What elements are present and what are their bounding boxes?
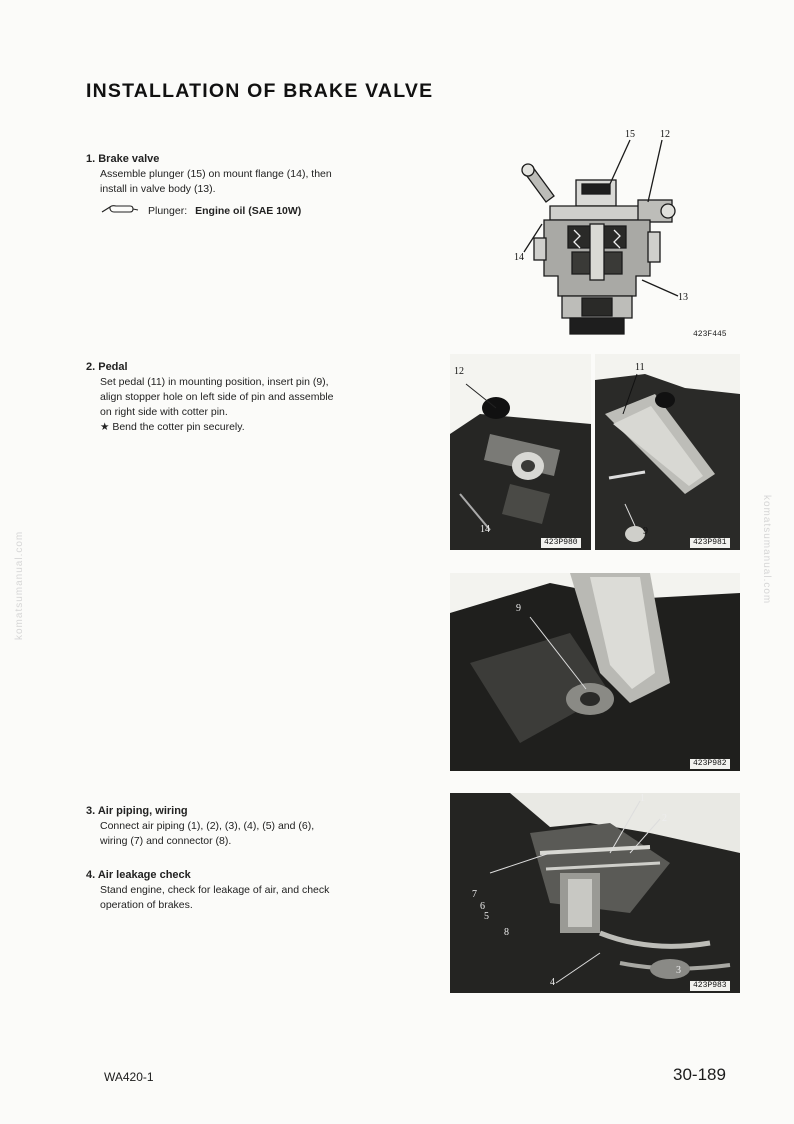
step-line: operation of brakes. [100, 899, 193, 911]
photo-air-piping [450, 793, 740, 993]
callout-5: 5 [484, 911, 489, 922]
watermark-right: komatsumanual.com [761, 495, 772, 605]
figure-code: 423F445 [693, 330, 727, 339]
lube-label: Plunger: [148, 205, 188, 217]
lubrication-note [86, 203, 416, 220]
step-pedal [86, 360, 416, 435]
callout-4: 4 [550, 977, 555, 988]
step-line: wiring (7) and connector (8). [100, 835, 232, 847]
watermark-left: komatsumanual.com [14, 530, 25, 640]
photo-pedal-right [595, 354, 740, 550]
figure-code: 423P981 [690, 538, 730, 548]
figure-code: 423P983 [690, 981, 730, 991]
callout-8: 8 [504, 927, 509, 938]
model-code: WA420-1 [104, 1070, 154, 1084]
page-number: 30-189 [673, 1065, 726, 1084]
oil-can-icon [100, 203, 140, 220]
callout-12: 12 [660, 129, 670, 140]
step-line: install in valve body (13). [100, 183, 216, 195]
step-note: ★ Bend the cotter pin securely. [100, 421, 245, 433]
lube-value: Engine oil (SAE 10W) [195, 205, 302, 217]
figure-code: 423P982 [690, 759, 730, 769]
step-line: Set pedal (11) in mounting position, insert pin (9), [100, 376, 329, 388]
step-line: Connect air piping (1), (2), (3), (4), (5) and (6), [100, 820, 315, 832]
photo-pin-assembly [450, 573, 740, 771]
photo-pedal-left [450, 354, 591, 550]
callout-14: 14 [480, 524, 490, 535]
callout-3: 3 [676, 965, 681, 976]
step-line: Assemble plunger (15) on mount flange (14), then [100, 168, 332, 180]
step-heading: 1. Brake valve [86, 153, 160, 165]
callout-15: 15 [625, 129, 635, 140]
callout-9: 9 [643, 526, 648, 537]
callout-12: 12 [454, 366, 464, 377]
step-air-piping [86, 804, 416, 849]
callout-7: 7 [472, 889, 477, 900]
brake-valve-diagram [510, 128, 750, 343]
step-brake-valve [86, 152, 416, 220]
page-title: INSTALLATION OF BRAKE VALVE [86, 80, 434, 102]
callout-1: 1 [640, 793, 645, 804]
step-line: on right side with cotter pin. [100, 406, 228, 418]
step-heading: 4. Air leakage check [86, 869, 191, 881]
callout-13: 13 [678, 292, 688, 303]
step-heading: 2. Pedal [86, 361, 128, 373]
step-heading: 3. Air piping, wiring [86, 805, 188, 817]
callout-9: 9 [516, 603, 521, 614]
callout-2: 2 [662, 813, 667, 824]
callout-6: 6 [480, 901, 485, 912]
callout-14: 14 [514, 252, 524, 263]
step-air-leakage [86, 868, 416, 913]
figure-code: 423P980 [541, 538, 581, 548]
step-line: Stand engine, check for leakage of air, and check [100, 884, 330, 896]
step-line: align stopper hole on left side of pin and assemble [100, 391, 334, 403]
callout-11: 11 [635, 362, 645, 373]
